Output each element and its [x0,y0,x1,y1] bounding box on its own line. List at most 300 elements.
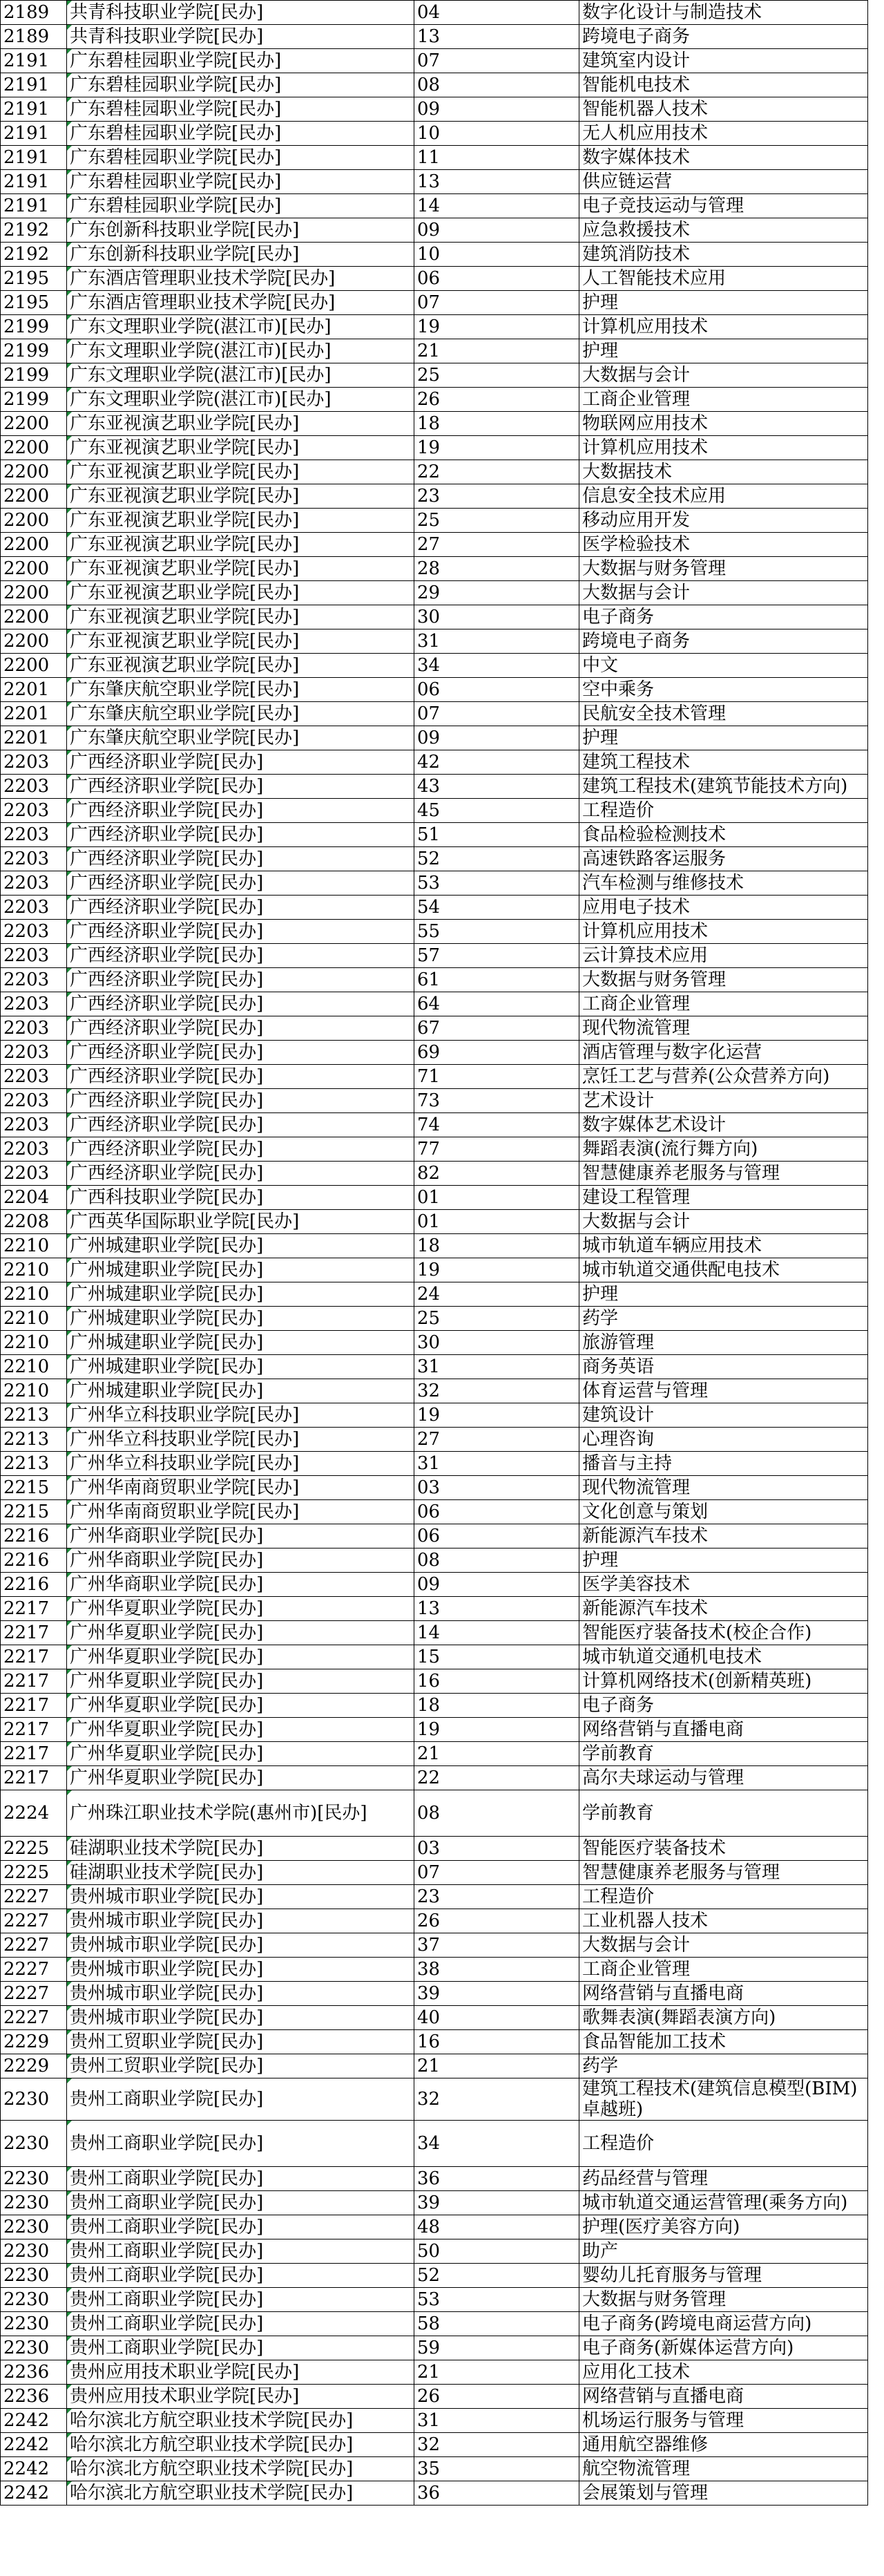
major-name-cell: 空中乘务 [579,678,868,702]
major-name-cell: 计算机网络技术(创新精英班) [579,1669,868,1694]
school-name-cell: 广西经济职业学院[民办] [67,847,414,871]
table-row [1,1549,868,1573]
major-name-cell: 机场运行服务与管理 [579,2409,868,2433]
major-name-cell: 云计算技术应用 [579,944,868,968]
major-name-cell: 航空物流管理 [579,2457,868,2481]
table-row [1,388,868,412]
major-code-cell: 27 [414,533,579,557]
major-name-cell: 电子竞技运动与管理 [579,194,868,218]
major-name-cell: 学前教育 [579,1790,868,1837]
school-name-cell: 广西经济职业学院[民办] [67,992,414,1016]
school-code-cell: 2192 [1,243,67,267]
major-name-cell: 数字化设计与制造技术 [579,1,868,25]
table-row [1,1476,868,1500]
table-row [1,992,868,1016]
table-row [1,581,868,605]
table-row [1,920,868,944]
major-code-cell: 21 [414,2360,579,2385]
major-code-cell: 19 [414,315,579,339]
table-row [1,1,868,25]
school-name-cell: 广东亚视演艺职业学院[民办] [67,412,414,436]
major-name-cell: 建筑室内设计 [579,49,868,73]
major-name-cell: 网络营销与直播电商 [579,2385,868,2409]
major-code-cell: 53 [414,2288,579,2312]
major-name-cell: 药学 [579,2054,868,2078]
school-code-cell: 2227 [1,2006,67,2030]
school-code-cell: 2213 [1,1428,67,1452]
major-code-cell: 26 [414,388,579,412]
major-name-cell: 建筑设计 [579,1403,868,1428]
school-code-cell: 2217 [1,1694,67,1718]
major-name-cell: 智慧健康养老服务与管理 [579,1162,868,1186]
major-name-cell: 移动应用开发 [579,509,868,533]
table-row [1,267,868,291]
table-row [1,775,868,799]
school-name-cell: 哈尔滨北方航空职业技术学院[民办] [67,2409,414,2433]
major-name-cell: 大数据与会计 [579,1933,868,1958]
school-name-cell: 广东文理职业学院(湛江市)[民办] [67,363,414,388]
major-code-cell: 32 [414,1379,579,1403]
table-row [1,1933,868,1958]
major-code-cell: 08 [414,1790,579,1837]
school-name-cell: 广西经济职业学院[民办] [67,968,414,992]
school-name-cell: 广西经济职业学院[民办] [67,871,414,896]
major-code-cell: 10 [414,243,579,267]
school-name-cell: 广州城建职业学院[民办] [67,1379,414,1403]
table-row [1,1186,868,1210]
major-name-cell: 智慧健康养老服务与管理 [579,1861,868,1885]
major-name-cell: 文化创意与策划 [579,1500,868,1524]
table-row [1,2239,868,2264]
school-code-cell: 2230 [1,2336,67,2360]
major-name-cell: 大数据与会计 [579,1210,868,1234]
school-code-cell: 2210 [1,1379,67,1403]
school-code-cell: 2217 [1,1645,67,1669]
table-row [1,1621,868,1645]
major-code-cell: 48 [414,2215,579,2239]
major-name-cell: 智能机器人技术 [579,97,868,122]
major-code-cell: 03 [414,1476,579,1500]
school-name-cell: 广西经济职业学院[民办] [67,1113,414,1137]
school-code-cell: 2191 [1,97,67,122]
school-code-cell: 2217 [1,1742,67,1766]
school-code-cell: 2200 [1,436,67,460]
table-row [1,1861,868,1885]
major-code-cell: 57 [414,944,579,968]
major-name-cell: 艺术设计 [579,1089,868,1113]
school-name-cell: 广州华夏职业学院[民办] [67,1742,414,1766]
school-code-cell: 2227 [1,1958,67,1982]
major-name-cell: 智能机电技术 [579,73,868,97]
table-row [1,2264,868,2288]
school-code-cell: 2230 [1,2121,67,2167]
school-code-cell: 2200 [1,654,67,678]
major-name-cell: 旅游管理 [579,1331,868,1355]
major-code-cell: 55 [414,920,579,944]
school-name-cell: 广东文理职业学院(湛江市)[民办] [67,388,414,412]
school-code-cell: 2203 [1,1016,67,1041]
school-name-cell: 广东文理职业学院(湛江市)[民办] [67,315,414,339]
school-code-cell: 2203 [1,847,67,871]
major-code-cell: 19 [414,1718,579,1742]
school-code-cell: 2230 [1,2239,67,2264]
table-row [1,460,868,484]
school-code-cell: 2203 [1,799,67,823]
major-code-cell: 67 [414,1016,579,1041]
school-code-cell: 2230 [1,2264,67,2288]
school-name-cell: 广西经济职业学院[民办] [67,1162,414,1186]
major-code-cell: 50 [414,2239,579,2264]
table-row [1,1790,868,1837]
school-code-cell: 2200 [1,460,67,484]
major-code-cell: 43 [414,775,579,799]
school-name-cell: 硅湖职业技术学院[民办] [67,1861,414,1885]
major-code-cell: 13 [414,170,579,194]
school-code-cell: 2210 [1,1258,67,1282]
major-name-cell: 药品经营与管理 [579,2167,868,2191]
school-name-cell: 广西英华国际职业学院[民办] [67,1210,414,1234]
table-row [1,1307,868,1331]
table-row [1,557,868,581]
major-name-cell: 数字媒体艺术设计 [579,1113,868,1137]
table-row [1,2054,868,2078]
table-row [1,1645,868,1669]
major-name-cell: 播音与主持 [579,1452,868,1476]
school-code-cell: 2203 [1,775,67,799]
major-code-cell: 34 [414,654,579,678]
school-name-cell: 广西经济职业学院[民办] [67,896,414,920]
major-name-cell: 人工智能技术应用 [579,267,868,291]
school-name-cell: 广东创新科技职业学院[民办] [67,218,414,243]
school-code-cell: 2230 [1,2191,67,2215]
table-row [1,2030,868,2054]
school-name-cell: 广州华南商贸职业学院[民办] [67,1500,414,1524]
major-name-cell: 护理 [579,291,868,315]
major-code-cell: 07 [414,1861,579,1885]
major-name-cell: 体育运营与管理 [579,1379,868,1403]
school-code-cell: 2213 [1,1452,67,1476]
school-code-cell: 2229 [1,2030,67,2054]
major-code-cell: 29 [414,581,579,605]
major-code-cell: 36 [414,2167,579,2191]
school-name-cell: 贵州工商职业学院[民办] [67,2264,414,2288]
major-code-cell: 22 [414,460,579,484]
major-code-cell: 42 [414,750,579,775]
major-name-cell: 大数据与财务管理 [579,557,868,581]
school-code-cell: 2229 [1,2054,67,2078]
major-code-cell: 09 [414,97,579,122]
school-name-cell: 广州华商职业学院[民办] [67,1524,414,1549]
school-code-cell: 2203 [1,871,67,896]
major-code-cell: 09 [414,218,579,243]
school-name-cell: 共青科技职业学院[民办] [67,1,414,25]
school-name-cell: 广东亚视演艺职业学院[民办] [67,654,414,678]
school-code-cell: 2210 [1,1307,67,1331]
table-row [1,799,868,823]
table-row [1,194,868,218]
school-code-cell: 2203 [1,1137,67,1162]
school-name-cell: 广西经济职业学院[民办] [67,775,414,799]
school-name-cell: 广东创新科技职业学院[民办] [67,243,414,267]
table-row [1,2481,868,2506]
school-name-cell: 共青科技职业学院[民办] [67,25,414,49]
major-code-cell: 40 [414,2006,579,2030]
school-name-cell: 广西经济职业学院[民办] [67,1016,414,1041]
table-row [1,2312,868,2336]
table-row [1,49,868,73]
school-name-cell: 广西经济职业学院[民办] [67,1041,414,1065]
major-name-cell: 计算机应用技术 [579,436,868,460]
major-code-cell: 39 [414,2191,579,2215]
table-row [1,2191,868,2215]
table-row [1,1089,868,1113]
school-name-cell: 广州华夏职业学院[民办] [67,1621,414,1645]
major-code-cell: 28 [414,557,579,581]
school-name-cell: 贵州应用技术职业学院[民办] [67,2360,414,2385]
table-row [1,2121,868,2167]
major-name-cell: 建设工程管理 [579,1186,868,1210]
major-name-cell: 酒店管理与数字化运营 [579,1041,868,1065]
major-code-cell: 32 [414,2433,579,2457]
table-row [1,847,868,871]
major-name-cell: 药学 [579,1307,868,1331]
table-row [1,944,868,968]
school-name-cell: 贵州应用技术职业学院[民办] [67,2385,414,2409]
school-name-cell: 哈尔滨北方航空职业技术学院[民办] [67,2457,414,2481]
table-row [1,484,868,509]
major-code-cell: 06 [414,1524,579,1549]
table-row [1,509,868,533]
school-name-cell: 广东文理职业学院(湛江市)[民办] [67,339,414,363]
school-code-cell: 2225 [1,1837,67,1861]
major-name-cell: 物联网应用技术 [579,412,868,436]
table-row [1,1282,868,1307]
school-name-cell: 广州城建职业学院[民办] [67,1331,414,1355]
major-name-cell: 应用化工技术 [579,2360,868,2385]
school-name-cell: 贵州城市职业学院[民办] [67,1909,414,1933]
major-code-cell: 03 [414,1837,579,1861]
major-code-cell: 13 [414,1597,579,1621]
major-code-cell: 07 [414,291,579,315]
school-code-cell: 2199 [1,363,67,388]
major-code-cell: 30 [414,605,579,629]
major-name-cell: 工程造价 [579,2121,868,2167]
school-name-cell: 广东亚视演艺职业学院[民办] [67,460,414,484]
major-name-cell: 助产 [579,2239,868,2264]
major-name-cell: 护理(医疗美容方向) [579,2215,868,2239]
school-code-cell: 2200 [1,605,67,629]
table-row [1,1065,868,1089]
school-code-cell: 2191 [1,122,67,146]
school-name-cell: 广州城建职业学院[民办] [67,1234,414,1258]
school-name-cell: 贵州工商职业学院[民办] [67,2288,414,2312]
school-name-cell: 广东亚视演艺职业学院[民办] [67,509,414,533]
school-code-cell: 2191 [1,49,67,73]
major-name-cell: 建筑工程技术 [579,750,868,775]
major-code-cell: 36 [414,2481,579,2506]
major-name-cell: 建筑工程技术(建筑节能技术方向) [579,775,868,799]
school-code-cell: 2217 [1,1669,67,1694]
school-code-cell: 2195 [1,267,67,291]
school-code-cell: 2216 [1,1524,67,1549]
major-name-cell: 会展策划与管理 [579,2481,868,2506]
school-name-cell: 广西科技职业学院[民办] [67,1186,414,1210]
table-row [1,1403,868,1428]
school-name-cell: 广西经济职业学院[民办] [67,920,414,944]
major-code-cell: 31 [414,629,579,654]
school-name-cell: 贵州城市职业学院[民办] [67,1958,414,1982]
school-code-cell: 2203 [1,1162,67,1186]
major-code-cell: 18 [414,1234,579,1258]
major-code-cell: 37 [414,1933,579,1958]
major-name-cell: 电子商务(新媒体运营方向) [579,2336,868,2360]
school-code-cell: 2203 [1,1089,67,1113]
major-code-cell: 30 [414,1331,579,1355]
major-name-cell: 护理 [579,339,868,363]
major-code-cell: 23 [414,1885,579,1909]
major-code-cell: 61 [414,968,579,992]
school-code-cell: 2203 [1,1065,67,1089]
major-code-cell: 74 [414,1113,579,1137]
table-row [1,1113,868,1137]
major-name-cell: 现代物流管理 [579,1476,868,1500]
table-row [1,896,868,920]
school-code-cell: 2203 [1,968,67,992]
school-name-cell: 广西经济职业学院[民办] [67,1065,414,1089]
major-name-cell: 城市轨道交通运营管理(乘务方向) [579,2191,868,2215]
school-code-cell: 2227 [1,1909,67,1933]
school-name-cell: 贵州城市职业学院[民办] [67,1885,414,1909]
table-row [1,25,868,49]
school-name-cell: 广州华商职业学院[民办] [67,1549,414,1573]
table-row [1,170,868,194]
table-row [1,1379,868,1403]
school-code-cell: 2200 [1,581,67,605]
school-name-cell: 广东碧桂园职业学院[民办] [67,146,414,170]
major-code-cell: 52 [414,2264,579,2288]
table-row [1,871,868,896]
school-name-cell: 广东亚视演艺职业学院[民办] [67,533,414,557]
table-row [1,1452,868,1476]
table-row [1,436,868,460]
school-code-cell: 2236 [1,2385,67,2409]
school-name-cell: 贵州工商职业学院[民办] [67,2167,414,2191]
major-name-cell: 舞蹈表演(流行舞方向) [579,1137,868,1162]
school-name-cell: 广东亚视演艺职业学院[民办] [67,557,414,581]
table-row [1,750,868,775]
major-name-cell: 城市轨道交通机电技术 [579,1645,868,1669]
table-row [1,1258,868,1282]
school-code-cell: 2225 [1,1861,67,1885]
school-name-cell: 广东肇庆航空职业学院[民办] [67,678,414,702]
school-code-cell: 2230 [1,2078,67,2121]
major-code-cell: 35 [414,2457,579,2481]
major-code-cell: 06 [414,678,579,702]
school-code-cell: 2216 [1,1573,67,1597]
school-code-cell: 2200 [1,484,67,509]
table-row [1,339,868,363]
table-row [1,2385,868,2409]
major-name-cell: 歌舞表演(舞蹈表演方向) [579,2006,868,2030]
school-code-cell: 2199 [1,388,67,412]
school-name-cell: 广东碧桂园职业学院[民办] [67,170,414,194]
table-row [1,2457,868,2481]
table-row [1,1718,868,1742]
school-name-cell: 广东肇庆航空职业学院[民办] [67,726,414,750]
major-name-cell: 工商企业管理 [579,388,868,412]
school-name-cell: 广东亚视演艺职业学院[民办] [67,436,414,460]
major-code-cell: 13 [414,25,579,49]
school-name-cell: 广东亚视演艺职业学院[民办] [67,605,414,629]
table-row [1,1837,868,1861]
table-body [1,1,868,2506]
major-name-cell: 高尔夫球运动与管理 [579,1766,868,1790]
major-name-cell: 供应链运营 [579,170,868,194]
school-code-cell: 2203 [1,750,67,775]
major-code-cell: 22 [414,1766,579,1790]
major-name-cell: 新能源汽车技术 [579,1524,868,1549]
school-code-cell: 2201 [1,678,67,702]
school-name-cell: 广州华商职业学院[民办] [67,1573,414,1597]
major-code-cell: 25 [414,509,579,533]
table-row [1,1137,868,1162]
major-name-cell: 高速铁路客运服务 [579,847,868,871]
school-name-cell: 贵州城市职业学院[民办] [67,1982,414,2006]
major-code-cell: 53 [414,871,579,896]
table-row [1,315,868,339]
major-code-cell: 08 [414,73,579,97]
major-name-cell: 建筑工程技术(建筑信息模型(BIM)卓越班) [579,2078,868,2121]
school-code-cell: 2230 [1,2288,67,2312]
major-code-cell: 27 [414,1428,579,1452]
major-code-cell: 31 [414,2409,579,2433]
school-code-cell: 2203 [1,920,67,944]
major-code-cell: 77 [414,1137,579,1162]
major-name-cell: 网络营销与直播电商 [579,1718,868,1742]
school-name-cell: 广州华夏职业学院[民办] [67,1645,414,1669]
school-name-cell: 广东肇庆航空职业学院[民办] [67,702,414,726]
school-code-cell: 2200 [1,412,67,436]
major-name-cell: 计算机应用技术 [579,315,868,339]
school-name-cell: 广州华南商贸职业学院[民办] [67,1476,414,1500]
major-code-cell: 26 [414,1909,579,1933]
major-name-cell: 护理 [579,1549,868,1573]
table-row [1,1041,868,1065]
major-code-cell: 25 [414,363,579,388]
major-code-cell: 04 [414,1,579,25]
school-code-cell: 2189 [1,25,67,49]
school-code-cell: 2227 [1,1885,67,1909]
school-code-cell: 2216 [1,1549,67,1573]
school-code-cell: 2199 [1,315,67,339]
school-name-cell: 广西经济职业学院[民办] [67,1137,414,1162]
major-code-cell: 18 [414,412,579,436]
major-name-cell: 新能源汽车技术 [579,1597,868,1621]
table-row [1,2215,868,2239]
school-code-cell: 2210 [1,1355,67,1379]
major-name-cell: 汽车检测与维修技术 [579,871,868,896]
major-code-cell: 14 [414,194,579,218]
major-code-cell: 38 [414,1958,579,1982]
major-name-cell: 护理 [579,726,868,750]
school-name-cell: 广东碧桂园职业学院[民办] [67,73,414,97]
school-code-cell: 2230 [1,2312,67,2336]
table-row [1,968,868,992]
table-row [1,146,868,170]
major-code-cell: 06 [414,1500,579,1524]
major-code-cell: 14 [414,1621,579,1645]
table-row [1,97,868,122]
